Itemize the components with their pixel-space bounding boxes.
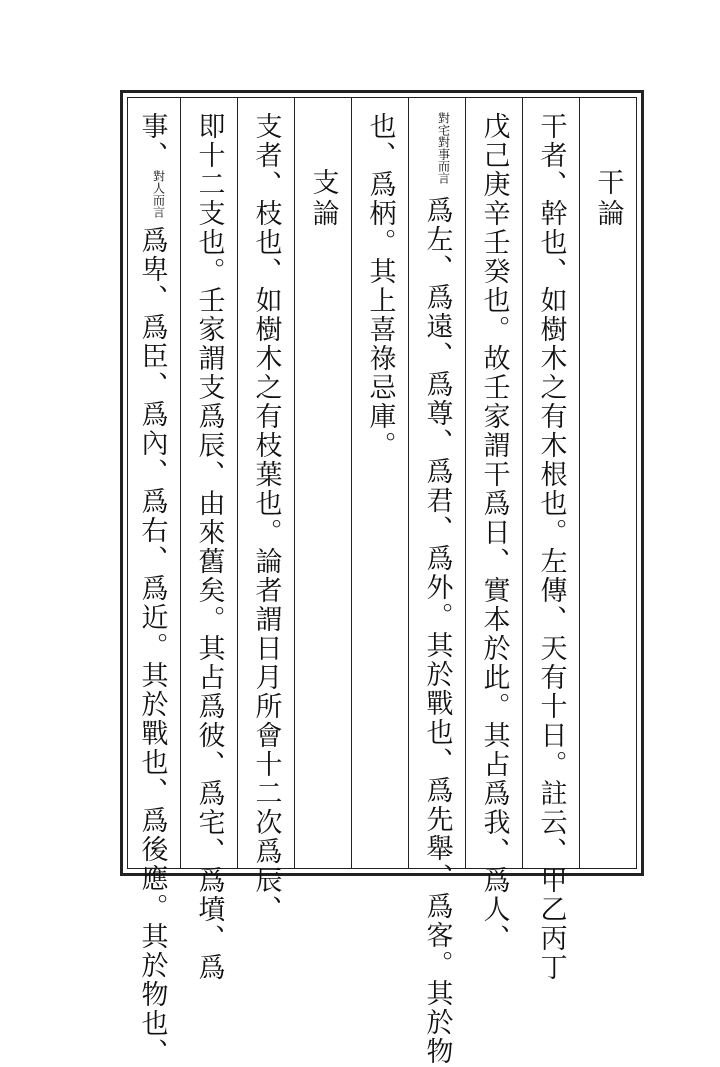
text-column-5: 也、爲柄。其上喜祿忌庫。 <box>364 112 396 460</box>
text-column-8: 即十二支也。壬家謂支爲辰、由來舊矣。其占爲彼、爲宅、爲墳、爲 <box>193 112 225 982</box>
text-segment: 爲卑、爲臣、爲內、爲右、爲近。其於戰也、爲後應。其於物也、 <box>136 226 168 1067</box>
text-segment: 爲左、爲遠、爲尊、爲君、爲外。其於戰也、爲先舉、爲客。其於物 <box>421 196 453 1066</box>
column-6 <box>294 98 351 868</box>
text-lead: 事、 <box>136 112 168 170</box>
text-column-2: 干者、幹也、如樹木之有木根也。左傳、天有十日。註云、甲乙丙丁 <box>535 112 567 982</box>
column-3 <box>465 98 522 953</box>
annotation-note: 對宅對事而言 <box>436 112 451 184</box>
column-4 <box>408 98 465 1066</box>
column-2 <box>522 98 579 982</box>
column-9 <box>124 98 180 1067</box>
text-column-7: 支者、枝也、如樹木之有枝葉也。論者謂日月所會十二次爲辰、 <box>250 112 282 924</box>
column-1 <box>579 98 636 868</box>
page-frame <box>120 90 644 1067</box>
column-8 <box>180 98 237 982</box>
text-column-9 <box>136 112 168 1067</box>
column-grid <box>127 97 637 1067</box>
text-column-3: 戊己庚辛壬癸也。故壬家謂干爲日、實本於此。其占爲我、爲人、 <box>478 112 510 953</box>
section-title-gan: 干論 <box>592 168 624 230</box>
section-title-zhi: 支論 <box>307 168 339 230</box>
column-7 <box>237 98 294 924</box>
text-column-4 <box>421 112 453 1066</box>
annotation-note: 對人而言 <box>151 170 166 218</box>
column-5 <box>351 98 408 868</box>
